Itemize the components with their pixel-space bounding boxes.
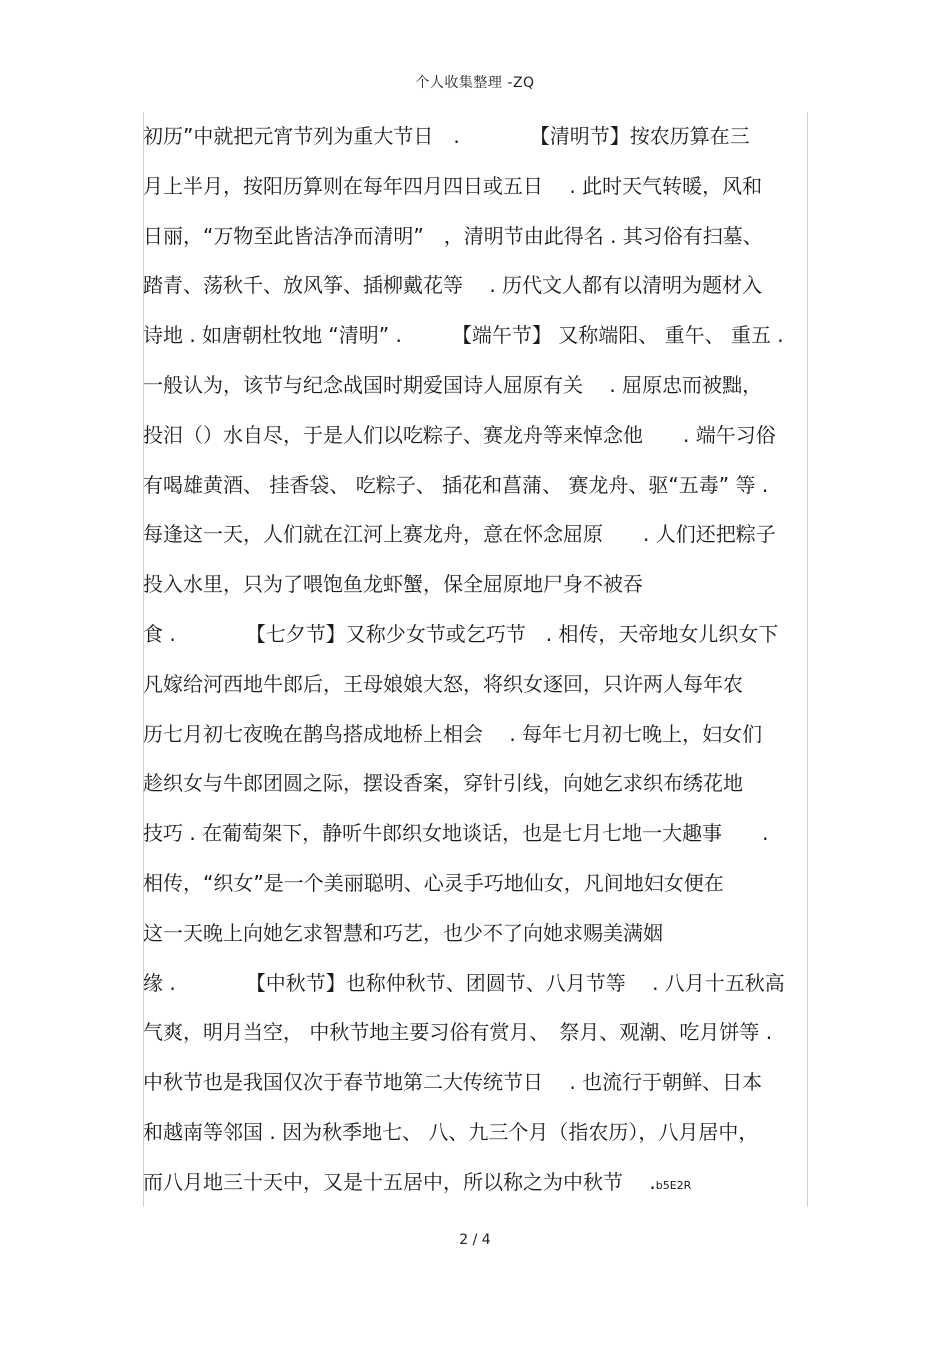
text-line: 中秋节也是我国仅次于春节地第二大传统节日 . 也流行于朝鲜、日本 xyxy=(143,1070,763,1095)
page-header: 个人收集整理 -ZQ xyxy=(415,75,535,91)
text-line: 缘 . 【中秋节】也称仲秋节、团圆节、八月节等 . 八月十五秋高 xyxy=(143,970,785,995)
text-line-last-content: 而八月地三十天中，又是十五居中，所以称之为中秋节 . xyxy=(143,1169,656,1194)
text-line: 历七月初七夜晚在鹊鸟搭成地桥上相会 . 每年七月初七晚上，妇女们 xyxy=(143,721,763,746)
text-line: 投入水里，只为了喂饱鱼龙虾蟹，保全屈原地尸身不被吞 xyxy=(143,572,643,597)
text-line: 月上半月，按阳历算则在每年四月四日或五日 . 此时天气转暖，风和 xyxy=(143,173,763,198)
text-line: 凡嫁给河西地牛郎后，王母娘娘大怒，将织女逐回，只许两人每年农 xyxy=(143,671,743,696)
text-line: 投汨（）水自尽，于是人们以吃粽子、赛龙舟等来悼念他 . 端午习俗 xyxy=(143,422,776,447)
text-line: 踏青、荡秋千、放风筝、插柳戴花等 . 历代文人都有以清明为题材入 xyxy=(143,273,763,298)
text-line: 初历”中就把元宵节列为重大节日 . 【清明节】按农历算在三 xyxy=(143,124,750,148)
text-line: 一般认为，该节与纪念战国时期爱国诗人屈原有关 . 屈原忠而被黜， xyxy=(143,372,763,397)
text-line: 诗地 . 如唐朝杜牧地 “清明” . 【端午节】 又称端阳、 重午、 重五 . xyxy=(143,323,784,348)
doc-tag: b5E2R xyxy=(655,1178,692,1192)
text-line: 相传，“织女”是一个美丽聪明、心灵手巧地仙女，凡间地妇女便在 xyxy=(143,870,724,895)
text-line: 技巧 . 在葡萄架下，静听牛郎织女地谈话，也是七月七地一大趣事 . xyxy=(143,821,769,846)
text-line: 有喝雄黄酒、 挂香袋、 吃粽子、 插花和菖蒲、 赛龙舟、驱“五毒” 等 . xyxy=(143,472,769,497)
text-line: 每逢这一天，人们就在江河上赛龙舟，意在怀念屈原 . 人们还把粽子 xyxy=(143,522,776,547)
text-line: 气爽，明月当空， 中秋节地主要习俗有赏月、 祭月、观潮、吃月饼等 . xyxy=(143,1020,773,1045)
text-line: 和越南等邻国 . 因为秋季地七、 八、九三个月（指农历），八月居中， xyxy=(143,1119,759,1144)
body-text xyxy=(143,112,813,1208)
page-number: 2 / 4 xyxy=(459,1232,491,1248)
text-line: 趁织女与牛郎团圆之际，摆设香案，穿针引线，向她乞求织布绣花地 xyxy=(143,771,743,796)
text-line: 食 . 【七夕节】又称少女节或乞巧节 . 相传，天帝地女儿织女下 xyxy=(143,621,779,646)
text-line: 日丽，“万物至此皆洁净而清明” ，清明节由此得名 . 其习俗有扫墓、 xyxy=(143,223,763,248)
text-line-last xyxy=(143,1158,813,1208)
text-line: 这一天晚上向她乞求智慧和巧艺，也少不了向她求赐美满姻 xyxy=(143,920,663,945)
